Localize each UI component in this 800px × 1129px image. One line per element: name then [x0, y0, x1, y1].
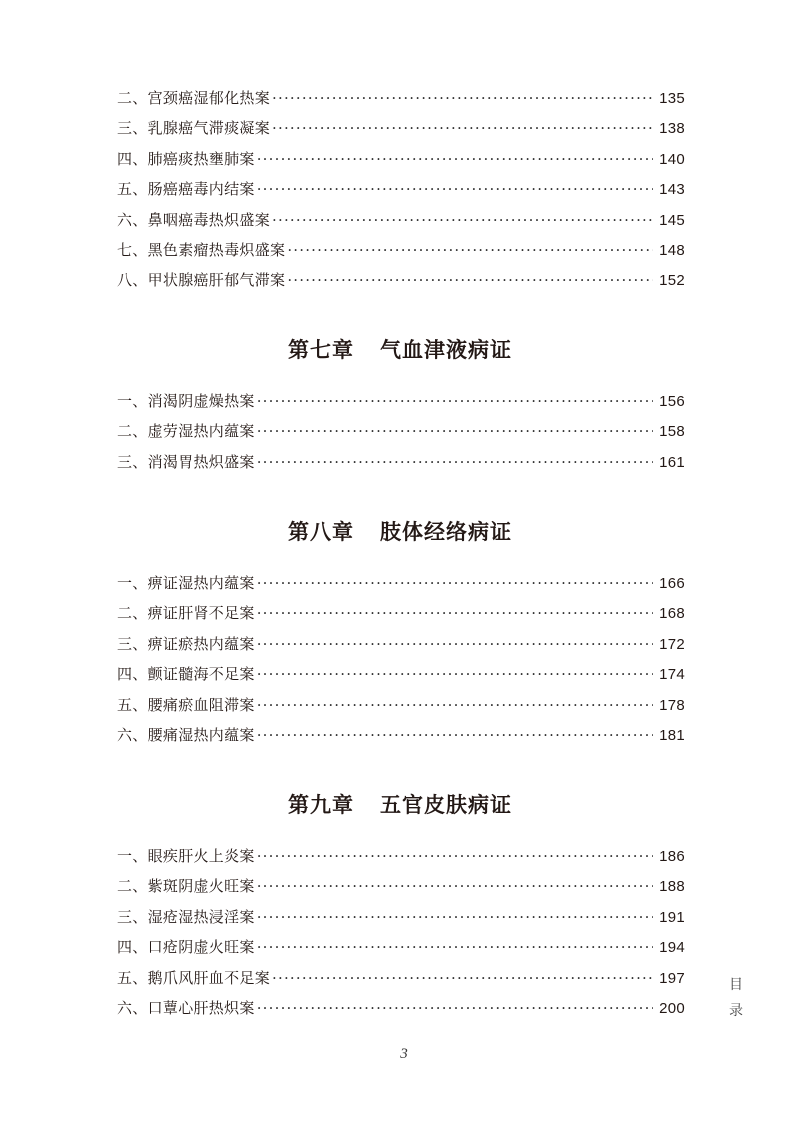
entry-page: 178	[659, 696, 685, 714]
leader-dots	[272, 83, 653, 113]
chapter-heading	[0, 334, 800, 364]
entry-page: 152	[659, 272, 685, 290]
toc-list-chapter-9	[117, 841, 685, 1023]
entry-title: 六、鼻咽癌毒热炽盛案	[117, 210, 271, 229]
leader-dots	[257, 659, 653, 689]
entry-title: 三、痹证瘀热内蕴案	[117, 634, 255, 653]
toc-entry[interactable]	[117, 235, 685, 265]
leader-dots	[257, 690, 653, 720]
page-number: 3	[400, 1046, 408, 1062]
entry-title: 二、紫斑阴虚火旺案	[117, 877, 255, 896]
leader-dots	[257, 568, 653, 598]
leader-dots	[257, 993, 653, 1023]
leader-dots	[272, 205, 653, 235]
leader-dots	[257, 174, 653, 204]
leader-dots	[257, 932, 653, 962]
side-tab-char: 目	[729, 977, 743, 993]
entry-title: 三、湿疮湿热浸淫案	[117, 907, 255, 926]
entry-page: 200	[659, 999, 685, 1017]
toc-entry[interactable]	[117, 963, 685, 993]
entry-title: 五、鹅爪风肝血不足案	[117, 968, 271, 987]
entry-page: 172	[659, 635, 685, 653]
entry-page: 174	[659, 666, 685, 684]
entry-title: 一、消渴阴虚燥热案	[117, 392, 255, 410]
entry-page: 188	[659, 878, 685, 896]
toc-entry[interactable]	[117, 659, 685, 689]
leader-dots	[287, 265, 653, 295]
leader-dots	[257, 871, 653, 901]
leader-dots	[257, 386, 653, 416]
toc-entry[interactable]	[117, 174, 685, 204]
toc-entry[interactable]	[117, 902, 685, 932]
entry-page: 161	[659, 453, 685, 471]
toc-entry[interactable]	[117, 568, 685, 598]
toc-entry[interactable]	[117, 205, 685, 235]
toc-list-chapter-7	[117, 386, 685, 477]
toc-entry[interactable]	[117, 841, 685, 871]
entry-page: 194	[659, 939, 685, 957]
entry-title: 六、腰痛湿热内蕴案	[117, 725, 255, 744]
chapter-number: 第八章	[288, 519, 354, 544]
toc-entry[interactable]	[117, 386, 685, 416]
leader-dots	[257, 629, 653, 659]
leader-dots	[257, 902, 653, 932]
chapter-number: 第七章	[288, 337, 354, 362]
entry-title: 五、腰痛瘀血阻滞案	[117, 695, 255, 714]
leader-dots	[257, 447, 653, 477]
entry-page: 135	[659, 90, 685, 107]
entry-title: 四、口疮阴虚火旺案	[117, 938, 255, 957]
entry-page: 197	[659, 969, 685, 987]
entry-title: 一、痹证湿热内蕴案	[117, 574, 255, 592]
leader-dots	[287, 235, 653, 265]
entry-page: 166	[659, 575, 685, 592]
entry-title: 二、虚劳湿热内蕴案	[117, 422, 255, 441]
toc-entry[interactable]	[117, 598, 685, 628]
chapter-heading	[0, 789, 800, 819]
leader-dots	[257, 598, 653, 628]
entry-title: 四、颤证髓海不足案	[117, 665, 255, 684]
entry-title: 四、肺癌痰热壅肺案	[117, 149, 255, 168]
leader-dots	[257, 144, 653, 174]
entry-page: 181	[659, 726, 685, 744]
entry-page: 168	[659, 605, 685, 623]
entry-page: 191	[659, 908, 685, 926]
chapter-title: 五官皮肤病证	[380, 792, 512, 817]
leader-dots	[272, 963, 653, 993]
toc-entry[interactable]	[117, 720, 685, 750]
entry-title: 二、痹证肝肾不足案	[117, 604, 255, 623]
leader-dots	[257, 841, 653, 871]
entry-page: 148	[659, 241, 685, 259]
toc-entry[interactable]	[117, 265, 685, 295]
toc-list-continuation	[117, 83, 685, 296]
toc-entry[interactable]	[117, 690, 685, 720]
entry-page: 138	[659, 120, 685, 138]
entry-page: 186	[659, 848, 685, 865]
toc-entry[interactable]	[117, 932, 685, 962]
entry-page: 156	[659, 393, 685, 410]
entry-page: 158	[659, 423, 685, 441]
entry-title: 一、眼疾肝火上炎案	[117, 847, 255, 865]
entry-page: 140	[659, 150, 685, 168]
toc-entry[interactable]	[117, 447, 685, 477]
entry-title: 八、甲状腺癌肝郁气滞案	[117, 271, 286, 290]
entry-page: 143	[659, 181, 685, 199]
chapter-heading	[0, 516, 800, 546]
side-tab-char: 录	[729, 1003, 743, 1019]
entry-title: 二、宫颈癌湿郁化热案	[117, 89, 271, 107]
leader-dots	[257, 416, 653, 446]
side-section-tab	[728, 972, 744, 1024]
chapter-title: 气血津液病证	[380, 337, 512, 362]
entry-title: 六、口蕈心肝热炽案	[117, 998, 255, 1017]
entry-title: 三、消渴胃热炽盛案	[117, 452, 255, 471]
toc-entry[interactable]	[117, 83, 685, 113]
toc-list-chapter-8	[117, 568, 685, 750]
entry-title: 五、肠癌癌毒内结案	[117, 180, 255, 199]
entry-title: 三、乳腺癌气滞痰凝案	[117, 119, 271, 138]
toc-entry[interactable]	[117, 629, 685, 659]
toc-entry[interactable]	[117, 993, 685, 1023]
leader-dots	[257, 720, 653, 750]
toc-entry[interactable]	[117, 144, 685, 174]
leader-dots	[272, 113, 653, 143]
chapter-number: 第九章	[288, 792, 354, 817]
chapter-title: 肢体经络病证	[380, 519, 512, 544]
toc-entry[interactable]	[117, 113, 685, 143]
toc-entry[interactable]	[117, 871, 685, 901]
toc-entry[interactable]	[117, 416, 685, 446]
entry-page: 145	[659, 211, 685, 229]
entry-title: 七、黑色素瘤热毒炽盛案	[117, 240, 286, 259]
